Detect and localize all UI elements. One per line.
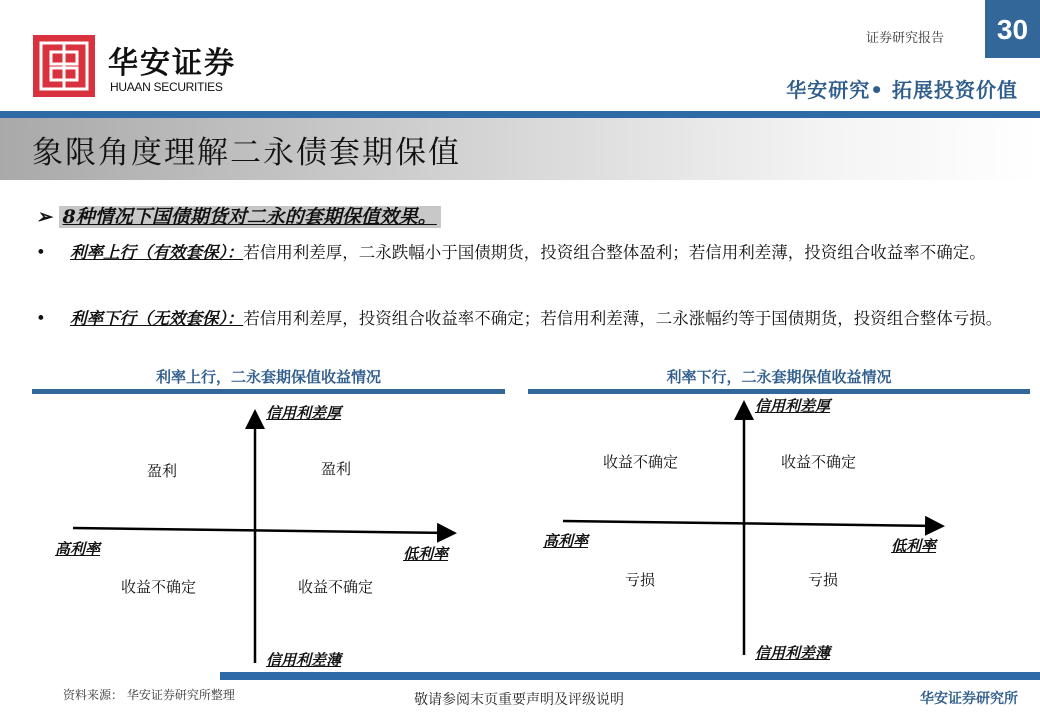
source-note: 资料来源： 华安证券研究所整理 bbox=[63, 688, 235, 702]
chart-1-q-top-left: 盈利 bbox=[147, 462, 178, 480]
chart-2-x-right-label: 低利率 bbox=[891, 537, 937, 555]
chart-1-q-bottom-right: 收益不确定 bbox=[298, 578, 374, 596]
chart-2-q-top-right: 收益不确定 bbox=[781, 453, 857, 471]
chart-2-title: 利率下行，二永套期保值收益情况 bbox=[666, 368, 892, 386]
chart-2-x-left-label: 高利率 bbox=[543, 532, 589, 550]
headline-text: 8种情况下国债期货对二永的套期保值效果。 bbox=[59, 206, 441, 228]
chart-1-x-axis bbox=[73, 528, 452, 533]
chart-1-x-right-label: 低利率 bbox=[403, 545, 449, 563]
footer-divider bbox=[220, 672, 1040, 680]
logo-text-en: HUAAN SECURITIES bbox=[110, 80, 223, 94]
bullet-icon: • bbox=[36, 243, 46, 262]
chart-2-q-bottom-left: 亏损 bbox=[625, 571, 656, 589]
chart-1-title: 利率上行，二永套期保值收益情况 bbox=[155, 368, 381, 386]
bullet-label: 利率上行（有效套保）： bbox=[70, 243, 244, 262]
page-title: 象限角度理解二永债套期保值 bbox=[32, 135, 461, 171]
chart-1-y-top-label: 信用利差厚 bbox=[266, 404, 342, 422]
chart-1-x-left-label: 高利率 bbox=[55, 540, 101, 558]
chart-2-x-axis bbox=[563, 521, 940, 526]
report-type: 证券研究报告 bbox=[866, 31, 945, 46]
chart-2-q-bottom-right: 亏损 bbox=[808, 571, 839, 589]
arrow-bullet-icon: ➢ bbox=[36, 206, 59, 228]
institute-name: 华安证券研究所 bbox=[920, 691, 1018, 707]
page-number: 30 bbox=[985, 0, 1040, 58]
bullet-icon: • bbox=[36, 309, 46, 328]
bullet-label: 利率下行（无效套保）： bbox=[70, 309, 244, 328]
chart-2-divider bbox=[528, 389, 1030, 394]
chart-2-y-bottom-label: 信用利差薄 bbox=[755, 644, 831, 662]
bullet-text: 若信用利差厚，二永跌幅小于国债期货，投资组合整体盈利；若信用利差薄，投资组合收益率不确定。 bbox=[243, 243, 986, 262]
chart-1-q-top-right: 盈利 bbox=[321, 460, 352, 478]
chart-1-y-bottom-label: 信用利差薄 bbox=[266, 651, 342, 669]
disclaimer: 敬请参阅末页重要声明及评级说明 bbox=[414, 692, 624, 708]
slogan: 华安研究• 拓展投资价值 bbox=[786, 78, 1018, 102]
chart-2-q-top-left: 收益不确定 bbox=[603, 453, 679, 471]
logo-text-cn: 华安证券 bbox=[108, 46, 236, 81]
chart-2-y-top-label: 信用利差厚 bbox=[755, 397, 831, 415]
bullet-text: 若信用利差厚，投资组合收益率不确定；若信用利差薄，二永涨幅约等于国债期货，投资组合整体亏损。 bbox=[243, 309, 1003, 328]
chart-1-q-bottom-left: 收益不确定 bbox=[121, 578, 197, 596]
